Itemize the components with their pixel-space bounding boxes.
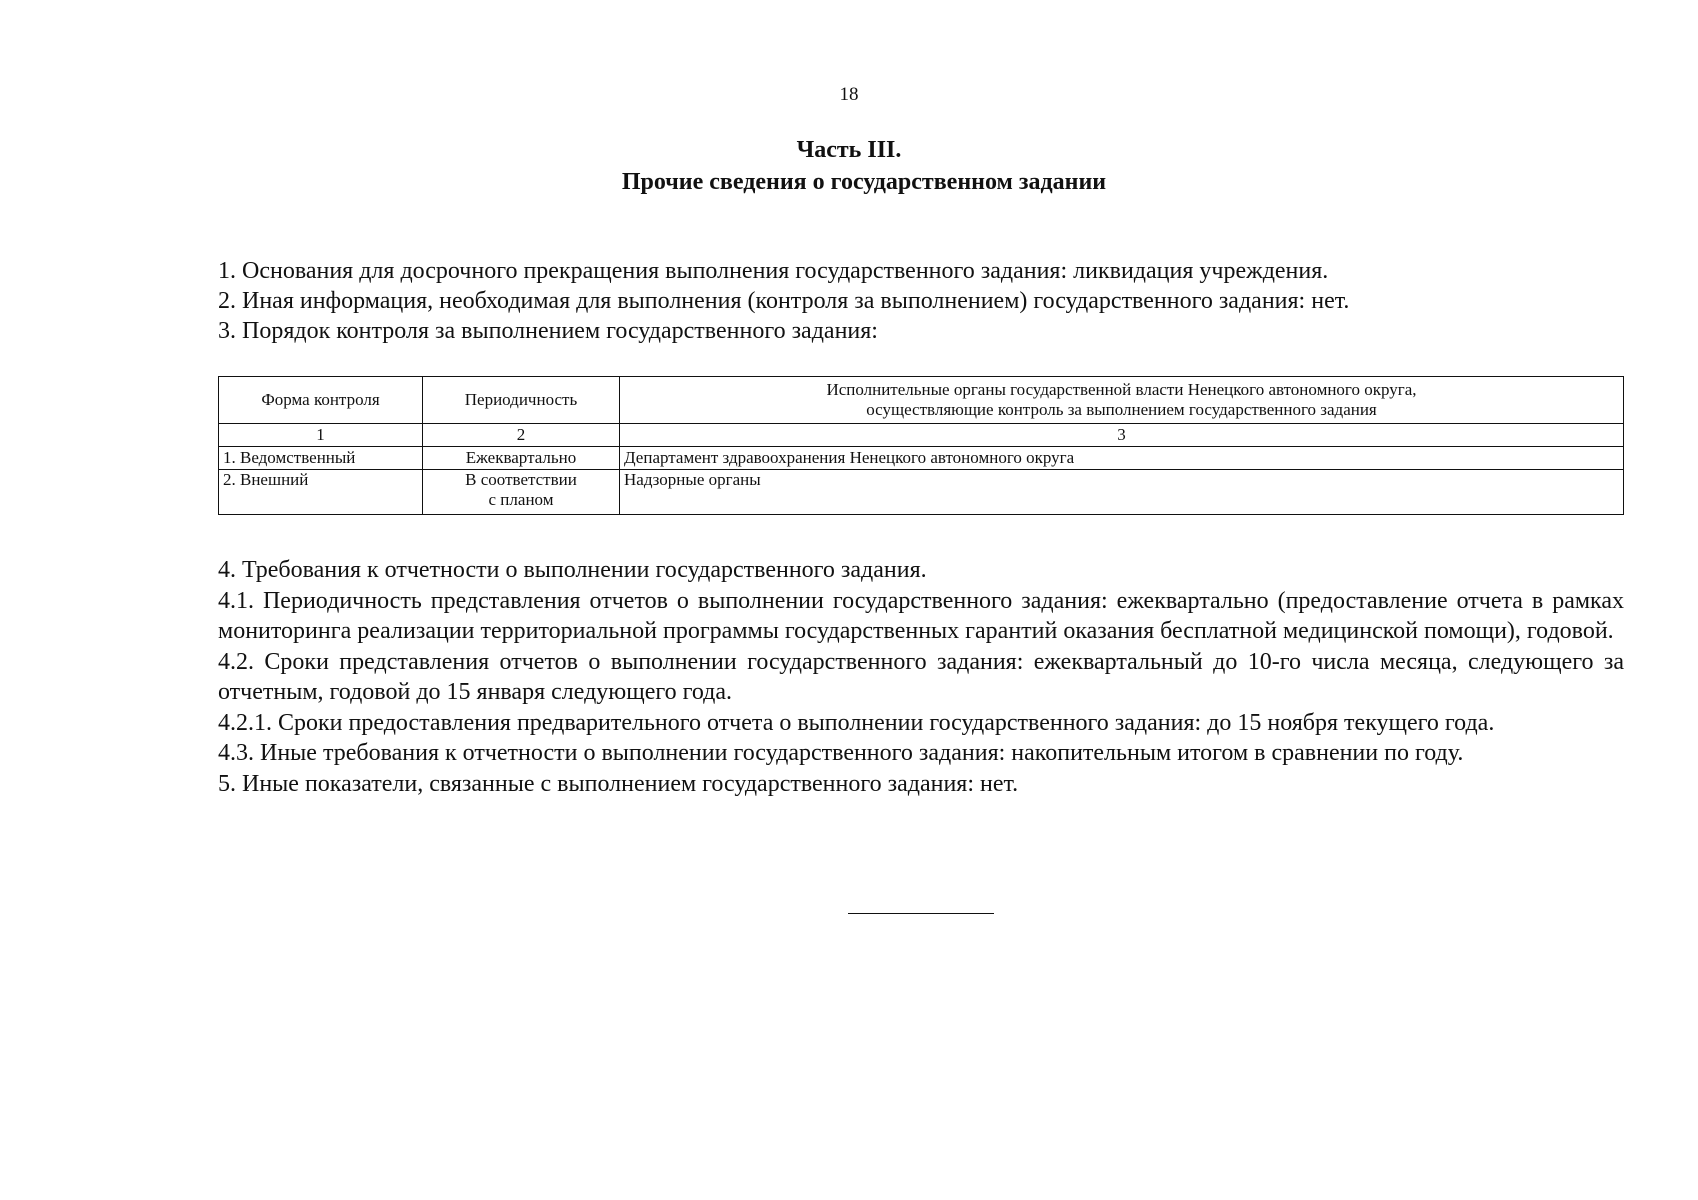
table-row: [219, 470, 1624, 515]
list-item: 3. Порядок контроля за выполнением государственного задания:: [218, 318, 878, 344]
header-bodies: [620, 377, 1624, 424]
cell-form: 2. Внешний: [219, 470, 423, 515]
column-number: 1: [219, 424, 423, 447]
table-row: [219, 447, 1624, 470]
part-heading: Часть III.: [796, 137, 902, 163]
table-header-row: [219, 377, 1624, 424]
paragraph: 5. Иные показатели, связанные с выполнением государственного задания: нет.: [218, 770, 1019, 797]
end-divider: [848, 913, 994, 914]
cell-form: 1. Ведомственный: [219, 447, 423, 470]
intro-list: [218, 256, 1638, 346]
control-table: [218, 376, 1624, 515]
cell-period-line1: В соответствии: [465, 470, 577, 489]
paragraph: 4. Требования к отчетности о выполнении государственного задания.: [218, 557, 927, 583]
header-form: Форма контроля: [219, 377, 423, 424]
header-bodies-line2: осуществляющие контроль за выполнением государственного задания: [866, 400, 1377, 419]
cell-period-line2: с планом: [488, 490, 554, 509]
page-number: 18: [839, 84, 859, 105]
column-number-row: [219, 424, 1624, 447]
paragraph: 4.2. Сроки представления отчетов о выполнении государственного задания: ежеквартальный до 10-го числа месяца, следующего за отчетным, годовой до 15 января следующего года.: [218, 648, 1624, 705]
cell-period: [423, 470, 620, 515]
list-item: 2. Иная информация, необходимая для выполнения (контроля за выполнением) государственного задания: нет.: [218, 288, 1350, 314]
header-bodies-line1: Исполнительные органы государственной власти Ненецкого автономного округа,: [826, 380, 1417, 399]
cell-period: [423, 447, 620, 470]
list-item: 1. Основания для досрочного прекращения выполнения государственного задания: ликвидация учреждения.: [218, 258, 1329, 284]
column-number: 3: [620, 424, 1624, 447]
requirements-section: [218, 555, 1624, 799]
column-number: 2: [423, 424, 620, 447]
section-title: Прочие сведения о государственном задании: [621, 169, 1107, 195]
paragraph: 4.2.1. Сроки предоставления предварительного отчета о выполнении государственного задания: до 15 ноября текущего года.: [218, 709, 1495, 736]
paragraph: 4.3. Иные требования к отчетности о выполнении государственного задания: накопительным итогом в сравнении по году.: [218, 740, 1464, 766]
section-header: [0, 134, 1698, 198]
header-period: Периодичность: [423, 377, 620, 424]
cell-body: Департамент здравоохранения Ненецкого автономного округа: [620, 447, 1624, 470]
cell-period-line1: Ежеквартально: [465, 448, 577, 467]
paragraph: 4.1. Периодичность представления отчетов о выполнении государственного задания: ежеквартально (предоставление отчета в рамках мониторинга реализации территориальной программы государственных гарантий оказания бесплатной медицинской помощи), годовой.: [218, 587, 1624, 644]
cell-body: Надзорные органы: [620, 470, 1624, 515]
